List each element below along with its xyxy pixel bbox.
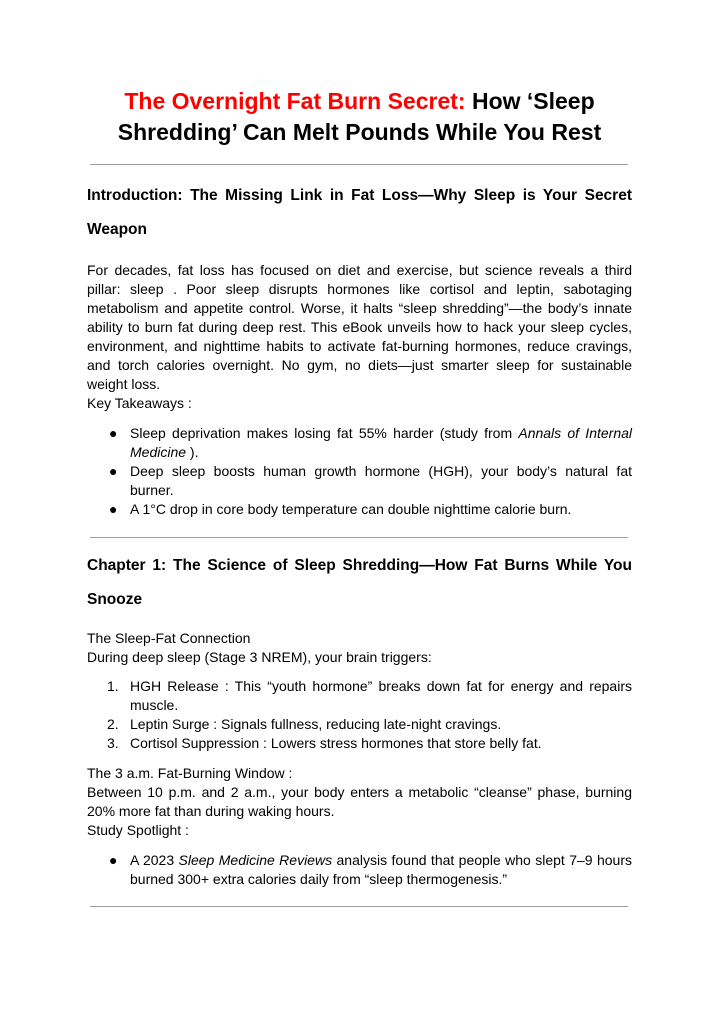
- list-number: 3.: [107, 735, 119, 751]
- bullet-icon: ●: [109, 852, 118, 868]
- list-item: [87, 715, 632, 734]
- chapter-1-heading: Chapter 1: The Science of Sleep Shredding—How Fat Burns While You Snooze: [87, 557, 632, 608]
- title-rest: How ‘Sleep Shredding’ Can Melt Pounds While You Rest: [117, 88, 602, 145]
- list-number: 2.: [107, 716, 119, 732]
- study-spotlight-list: [87, 851, 632, 889]
- takeaway-text-end: ).: [186, 444, 199, 460]
- study-spotlight-label: Study Spotlight :: [87, 822, 189, 838]
- trigger-text: Cortisol Suppression : Lowers stress hormones that store belly fat.: [130, 735, 542, 751]
- title-accent: The Overnight Fat Burn Secret:: [124, 88, 466, 114]
- journal-name: Annals of Internal Medicine: [130, 425, 632, 460]
- bullet-icon: ●: [109, 425, 118, 441]
- bullet-icon: ●: [109, 501, 118, 517]
- list-item: [87, 734, 632, 753]
- list-number: 1.: [107, 678, 119, 694]
- intro-heading: Introduction: The Missing Link in Fat Loss—Why Sleep is Your Secret Weapon: [87, 187, 632, 238]
- window-text: Between 10 p.m. and 2 a.m., your body enters a metabolic “cleanse” phase, burning 20% more fat than during waking hours.: [87, 784, 632, 819]
- key-takeaways-list: [87, 424, 632, 519]
- list-item: [87, 462, 632, 500]
- document-page: [87, 86, 632, 907]
- spotlight-text-end: analysis found that people who slept 7–9 hours burned 300+ extra calories daily from “sleep thermogenesis.”: [130, 852, 632, 887]
- takeaway-text: Deep sleep boosts human growth hormone (HGH), your body’s natural fat burner.: [130, 463, 632, 498]
- bullet-icon: ●: [109, 463, 118, 479]
- trigger-text: HGH Release : This “youth hormone” breaks down fat for energy and repairs muscle.: [130, 678, 632, 713]
- section-divider: [90, 164, 628, 165]
- journal-name: Sleep Medicine Reviews: [178, 852, 333, 868]
- section-divider: [90, 537, 628, 538]
- intro-paragraph: For decades, fat loss has focused on diet and exercise, but science reveals a third pillar: sleep . Poor sleep disrupts hormones like cortisol and leptin, sabotaging metabolism and appetite control. Worse, it halts “sleep shredding”—the body’s innate ability to burn fat during deep rest. This eBook unveils how to hack your sleep cycles, environment, and nighttime habits to activate fat-burning hormones, reduce cravings, and torch calories overnight. No gym, no diets—just smarter sleep for sustainable weight loss.: [87, 262, 632, 392]
- list-item: [87, 500, 632, 519]
- window-title: The 3 a.m. Fat-Burning Window :: [87, 765, 293, 781]
- triggers-list: [87, 677, 632, 753]
- section-divider: [90, 906, 628, 907]
- takeaway-text: Sleep deprivation makes losing fat 55% harder (study from: [130, 425, 519, 441]
- list-item: [87, 424, 632, 462]
- spotlight-text: A 2023: [130, 852, 179, 868]
- trigger-text: Leptin Surge : Signals fullness, reducing late-night cravings.: [130, 716, 502, 732]
- key-takeaways-label: Key Takeaways :: [87, 395, 192, 411]
- connection-title: The Sleep-Fat Connection: [87, 630, 251, 646]
- document-title: [87, 86, 632, 148]
- list-item: [87, 677, 632, 715]
- list-item: [87, 851, 632, 889]
- connection-intro: During deep sleep (Stage 3 NREM), your brain triggers:: [87, 649, 432, 665]
- takeaway-text: A 1°C drop in core body temperature can double nighttime calorie burn.: [130, 501, 572, 517]
